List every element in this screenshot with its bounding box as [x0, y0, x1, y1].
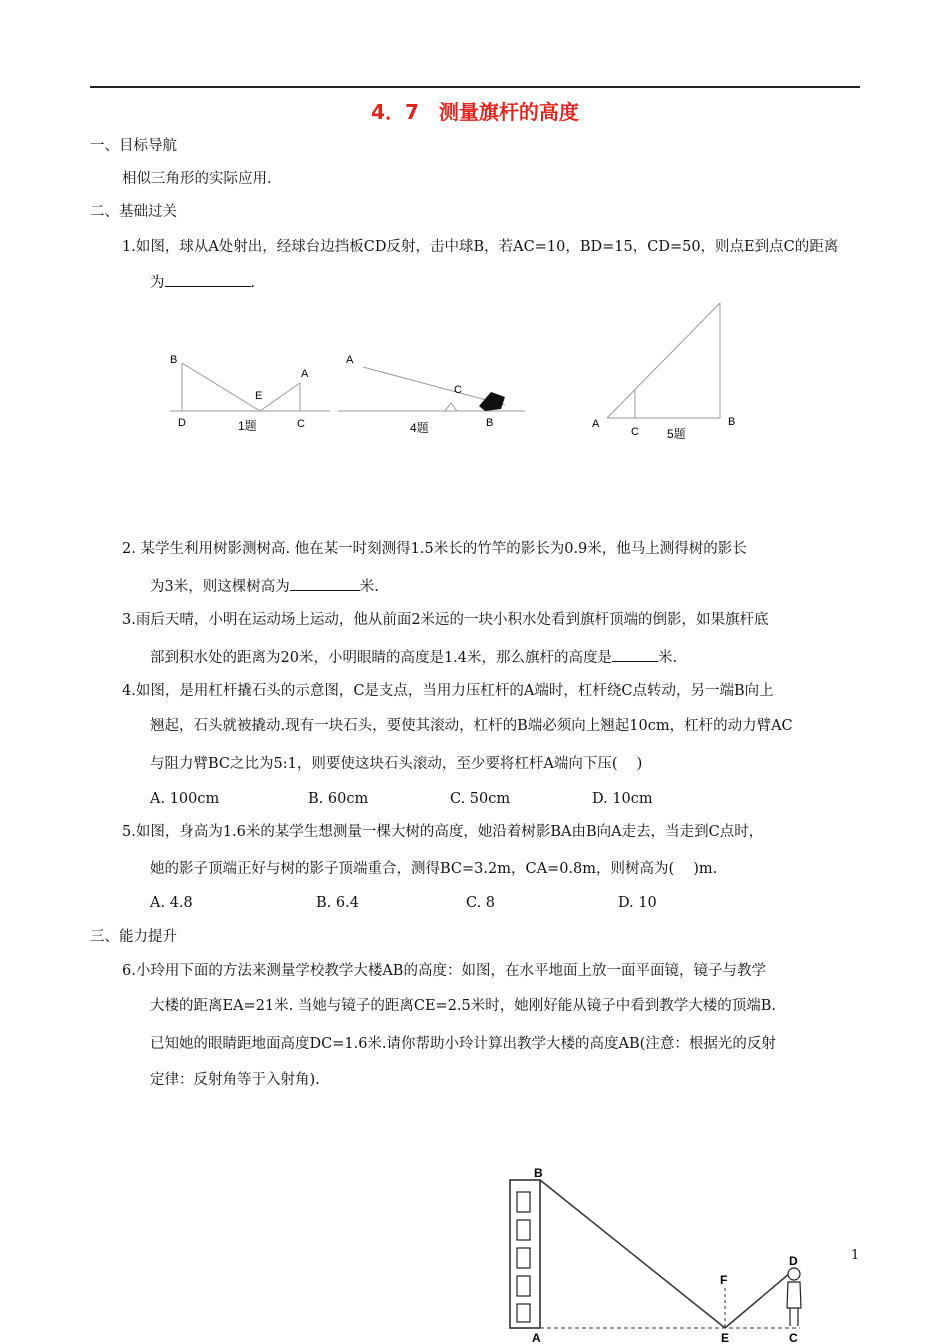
- option-a: A. 4.8: [150, 895, 193, 911]
- answer-blank: [165, 272, 251, 287]
- question-5-line: 她的影子顶端正好与树的影子顶端重合，测得BC=3.2m，CA=0.8m，则树高为( )m.: [150, 861, 718, 877]
- option-b: B. 60cm: [308, 791, 369, 807]
- label-c: C: [789, 1331, 798, 1344]
- option-c: C. 8: [466, 895, 496, 911]
- section-heading: 一、目标导航: [90, 138, 177, 154]
- option-a: A. 100cm: [150, 791, 220, 807]
- label-a: A: [532, 1331, 541, 1344]
- label-d: D: [789, 1254, 798, 1268]
- question-6-line: 大楼的距离EA=21米. 当她与镜子的距离CE=2.5米时，她刚好能从镜子中看到教学大楼的顶端B.: [150, 998, 777, 1014]
- question-2-line: 2. 某学生利用树影测树高. 他在某一时刻测得1.5米长的竹竿的影长为0.9米，他马上测得树的影长: [122, 541, 747, 557]
- question-3-line: 部到积水处的距离为20米，小明眼睛的高度是1.4米，那么旗杆的高度是 米.: [150, 647, 677, 668]
- label-b: B: [170, 354, 178, 366]
- page-title: 4．7 测量旗杆的高度: [371, 100, 579, 124]
- label-b: B: [486, 417, 494, 429]
- label-d: D: [178, 417, 186, 429]
- figure-1: [160, 345, 340, 440]
- label-f: F: [720, 1273, 728, 1287]
- label-c: C: [297, 418, 305, 430]
- question-1-line: 为 .: [150, 272, 255, 293]
- label-b: B: [534, 1166, 543, 1180]
- figure-4: [335, 345, 530, 440]
- option-b: B. 6.4: [316, 895, 359, 911]
- figure-caption: 1题: [238, 419, 257, 433]
- section-heading: 三、能力提升: [90, 929, 177, 945]
- section-heading: 二、基础过关: [90, 204, 177, 220]
- header-rule: [90, 86, 860, 88]
- question-6-line: 已知她的眼睛距地面高度DC=1.6米.请你帮助小玲计算出教学大楼的高度AB(注意：根据光的反射: [150, 1036, 776, 1052]
- question-2-line: 为3米，则这棵树高为 米.: [150, 576, 379, 597]
- label-a: A: [592, 418, 600, 430]
- option-c: C. 50cm: [450, 791, 511, 807]
- label-c: C: [454, 384, 462, 396]
- question-5-line: 5.如图，身高为1.6米的某学生想测量一棵大树的高度，她沿着树影BA由B向A走去，当走到C点时，: [122, 824, 764, 840]
- question-4-line: 4.如图，是用杠杆撬石头的示意图，C是支点，当用力压杠杆的A端时，杠杆绕C点转动，另一端B向上: [122, 683, 774, 699]
- answer-blank: [612, 647, 658, 662]
- figure-5: [585, 298, 750, 448]
- page-number: 1: [851, 1248, 860, 1263]
- label-e: E: [721, 1331, 730, 1344]
- question-4-line: 与阻力臂BC之比为5:1，则要使这块石头滚动，至少要将杠杆A端向下压( ): [150, 756, 643, 772]
- question-6-line: 6.小玲用下面的方法来测量学校教学大楼AB的高度：如图，在水平地面上放一面平面镜，镜子与教学: [122, 963, 766, 979]
- question-1-line: 1.如图，球从A处射出，经球台边挡板CD反射，击中球B，若AC=10，BD=15，CD=50，则点E到点C的距离: [122, 239, 839, 255]
- label-e: E: [255, 390, 263, 402]
- option-d: D. 10: [618, 895, 657, 911]
- label-c: C: [631, 426, 639, 438]
- label-b: B: [728, 416, 736, 428]
- question-4-line: 翘起，石头就被撬动.现有一块石头，要使其滚动，杠杆的B端必须向上翘起10cm，杠杆的动力臂AC: [150, 718, 793, 734]
- label-a: A: [301, 368, 309, 380]
- label-a: A: [346, 354, 354, 366]
- figure-6: [500, 1160, 830, 1344]
- question-3-line: 3.雨后天晴，小明在运动场上运动，他从前面2米远的一块小积水处看到旗杆顶端的倒影，如果旗杆底: [122, 612, 769, 628]
- answer-blank: [290, 576, 360, 591]
- question-6-line: 定律：反射角等于入射角).: [150, 1072, 320, 1088]
- paragraph: 相似三角形的实际应用.: [122, 171, 272, 187]
- option-d: D. 10cm: [592, 791, 653, 807]
- figure-caption: 4题: [410, 421, 429, 435]
- figure-caption: 5题: [667, 427, 686, 441]
